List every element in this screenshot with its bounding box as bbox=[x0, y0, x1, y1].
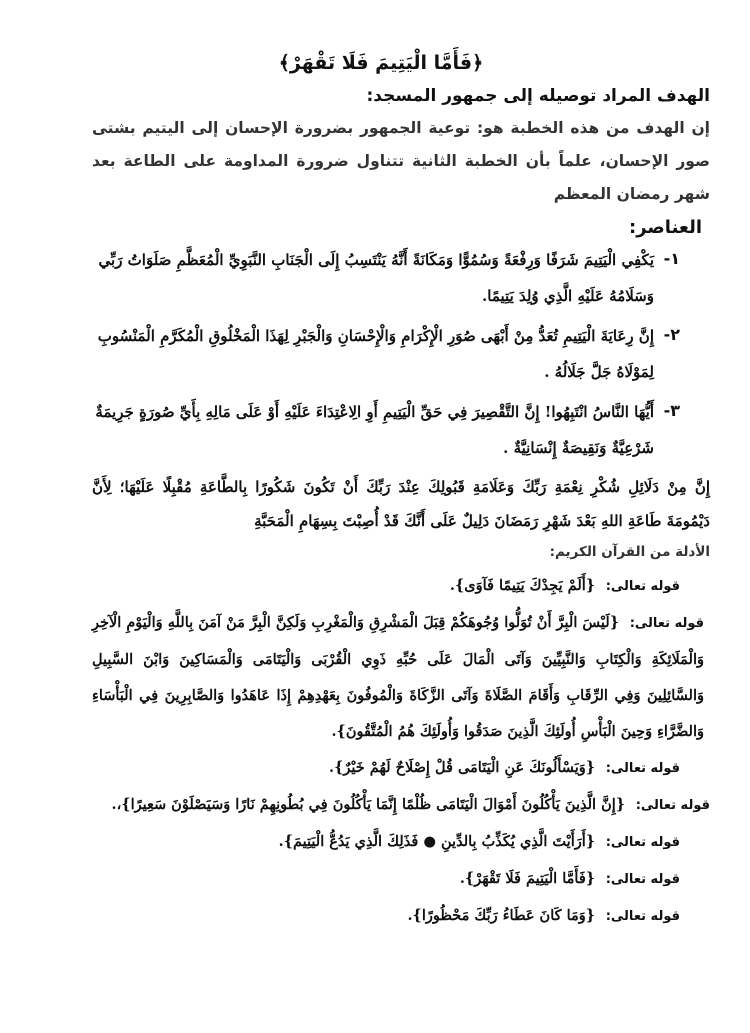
quran-quote bbox=[92, 824, 710, 861]
quote-verse: {وَيَسْأَلُونَكَ عَنِ الْيَتَامَى قُلْ إِصْلَاحٌ لَهُمْ خَيْرٌ}. bbox=[329, 759, 596, 776]
quote-verse: {أَلَمْ يَجِدْكَ يَتِيمًا فَآوَى}. bbox=[449, 577, 596, 594]
quran-quote bbox=[92, 861, 710, 898]
quote-verse: {أَرَأَيْتَ الَّذِي يُكَذِّبُ بِالدِّينِ ● فَذَلِكَ الَّذِي يَدُعُّ الْيَتِيمَ}. bbox=[278, 833, 596, 850]
element-item bbox=[92, 318, 710, 390]
goal-paragraph: إن الهدف من هذه الخطبة هو: توعية الجمهور بضرورة الإحسان إلى اليتيم بشتى صور الإحسان، علماً بأن الخطبة الثانية تتناول ضرورة المداومة على الطاعة بعد شهر رمضان المعظم bbox=[92, 119, 710, 203]
document-page bbox=[92, 52, 710, 935]
sermon-title: ﴿فَأَمَّا الْيَتِيمَ فَلَا تَقْهَرْ﴾ bbox=[278, 52, 484, 74]
element-text: إِنَّ رِعَايَةَ الْيَتِيمِ تُعَدُّ مِنْ أَبْهَى صُوَرِ الْإِكْرَامِ وَالْإِحْسَانِ وَالْجَبْرِ لِهَذَا الْمَخْلُوقِ الْمُكَرَّمِ الْمَنْسُوبِ لِمَوْلَاهُ جَلَّ جَلَالُهُ . bbox=[97, 327, 654, 381]
quote-verse: {فَأَمَّا الْيَتِيمَ فَلَا تَقْهَرْ}. bbox=[459, 870, 596, 887]
elements-heading: العناصر: bbox=[629, 217, 702, 238]
quran-quote bbox=[92, 750, 710, 787]
element-number: ٣- bbox=[663, 401, 680, 420]
quote-intro: قوله تعالى: bbox=[635, 798, 710, 813]
element-item bbox=[92, 394, 710, 466]
quote-intro: قوله تعالى: bbox=[605, 909, 680, 924]
quote-intro: قوله تعالى: bbox=[629, 616, 704, 631]
quote-verse: {وَمَا كَانَ عَطَاءُ رَبِّكَ مَحْظُورًا}. bbox=[407, 907, 596, 924]
quran-evidence-heading: الأدلة من القرآن الكريم: bbox=[549, 544, 710, 560]
goal-heading: الهدف المراد توصيله إلى جمهور المسجد: bbox=[366, 86, 710, 106]
element-text: أَيُّهَا النَّاسُ انْتَبِهُوا! إِنَّ التَّقْصِيرَ فِي حَقِّ الْيَتِيمِ أَوِ الِاعْتِدَاءَ عَلَيْهِ أَوْ عَلَى مَالِهِ بِأَيِّ صُورَةٍ جَرِيمَةٌ شَرْعِيَّةٌ وَنَقِيصَةٌ إِنْسَانِيَّةٌ . bbox=[95, 403, 654, 457]
ramadan-paragraph: إِنَّ مِنْ دَلَائِلِ شُكْرِ نِعْمَةِ رَبِّكَ وَعَلَامَةِ قَبُولِكَ عِنْدَ رَبِّكَ أَنْ تَكُونَ شَكُورًا بِالطَّاعَةِ مُقْبِلًا عَلَيْهَا؛ لِأَنَّ دَيْمُومَةَ طَاعَةِ اللهِ بَعْدَ شَهْرِ رَمَضَانَ دَلِيلٌ عَلَى أَنَّكَ قَدْ أُصِبْتَ بِسِهَامِ الْمَحَبَّةِ bbox=[92, 478, 710, 530]
element-text: يَكْفِي الْيَتِيمَ شَرَفًا وَرِفْعَةً وَسُمُوًّا وَمَكَانَةً أَنَّهُ يَنْتَسِبُ إِلَى الْجَنَابِ النَّبَوِيِّ الْمُعَظَّمِ صَلَوَاتُ رَبِّي وَسَلَامُهُ عَلَيْهِ الَّذِي وُلِدَ يَتِيمًا. bbox=[98, 251, 654, 305]
quote-verse: {إِنَّ الَّذِينَ يَأْكُلُونَ أَمْوَالَ الْيَتَامَى ظُلْمًا إِنَّمَا يَأْكُلُونَ فِي بُطُونِهِمْ نَارًا وَسَيَصْلَوْنَ سَعِيرًا}،. bbox=[111, 796, 626, 813]
element-number: ٢- bbox=[663, 325, 680, 344]
element-number: ١- bbox=[663, 249, 680, 268]
quran-quote bbox=[92, 898, 710, 935]
quote-verse: {لَيْسَ الْبِرَّ أَنْ تُوَلُّوا وُجُوهَكُمْ قِبَلَ الْمَشْرِقِ وَالْمَغْرِبِ وَلَكِنَّ الْبِرَّ مَنْ آمَنَ بِاللَّهِ وَالْيَوْمِ الْآخِرِ وَالْمَلَائِكَةِ وَالْكِتَابِ وَالنَّبِيِّينَ وَآتَى الْمَالَ عَلَى حُبِّهِ ذَوِي الْقُرْبَى وَالْيَتَامَى وَالْمَسَاكِينَ وَابْنَ السَّبِيلِ وَالسَّائِلِينَ وَفِي الرِّقَابِ وَأَقَامَ الصَّلَاةَ وَآتَى الزَّكَاةَ وَالْمُوفُونَ بِعَهْدِهِمْ إِذَا عَاهَدُوا وَالصَّابِرِينَ فِي الْبَأْسَاءِ وَالضَّرَّاءِ وَحِينَ الْبَأْسِ أُولَئِكَ الَّذِينَ صَدَقُوا وَأُولَئِكَ هُمُ الْمُتَّقُونَ}. bbox=[92, 614, 704, 740]
element-item bbox=[92, 242, 710, 314]
quote-intro: قوله تعالى: bbox=[605, 872, 680, 887]
quote-intro: قوله تعالى: bbox=[605, 835, 680, 850]
quran-quote bbox=[92, 605, 710, 750]
quote-intro: قوله تعالى: bbox=[605, 761, 680, 776]
quran-quote bbox=[92, 568, 710, 605]
quote-intro: قوله تعالى: bbox=[605, 579, 680, 594]
quran-quote bbox=[92, 787, 710, 824]
